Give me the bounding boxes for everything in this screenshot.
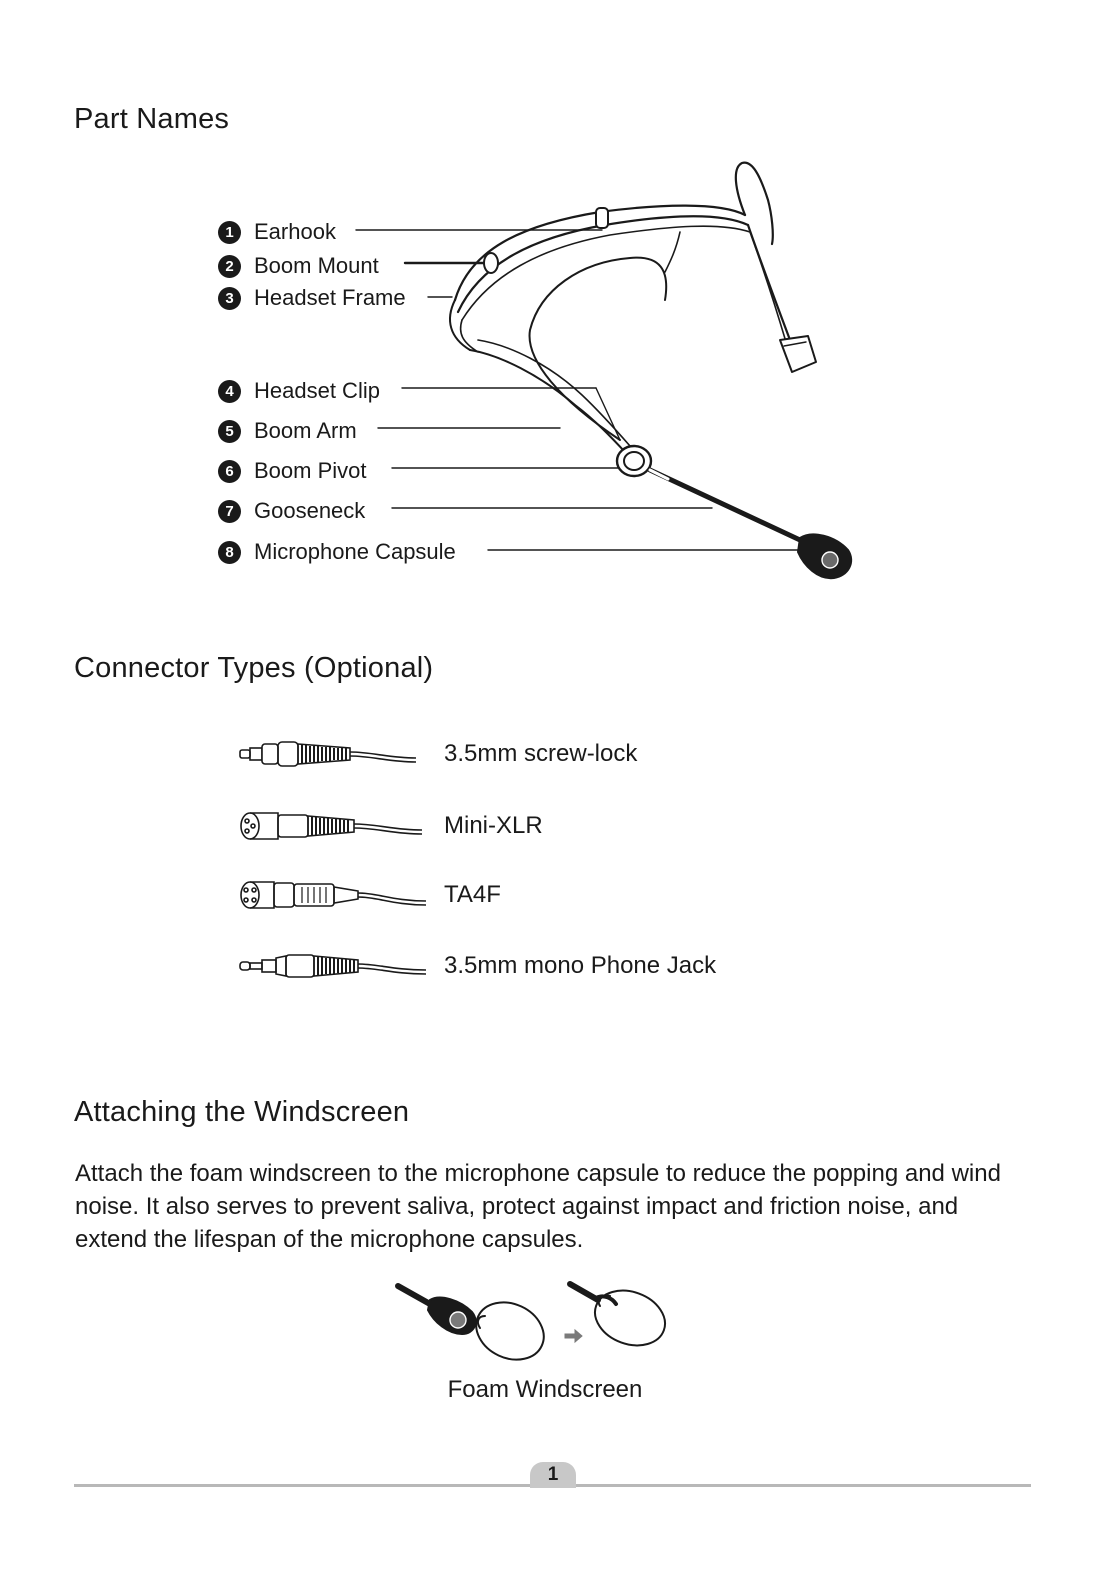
connector-label: 3.5mm screw-lock — [444, 740, 638, 767]
connector-label: 3.5mm mono Phone Jack — [444, 952, 717, 979]
connector-label: Mini-XLR — [444, 812, 543, 839]
part-item-earhook — [218, 218, 336, 246]
windscreen-caption: Foam Windscreen — [447, 1376, 643, 1403]
part-number-badge: 1 — [218, 221, 241, 244]
part-item-boom-pivot — [218, 457, 367, 485]
part-label: Earhook — [254, 219, 336, 244]
part-number-badge: 6 — [218, 460, 241, 483]
part-item-microphone-capsule — [218, 538, 456, 566]
part-number-badge: 5 — [218, 420, 241, 443]
connector-item-mini-xlr — [238, 808, 543, 844]
part-number-badge: 7 — [218, 500, 241, 523]
part-label: Boom Pivot — [254, 458, 367, 483]
connector-types-title: Connector Types (Optional) — [74, 652, 434, 684]
screw-lock-connector-icon — [238, 736, 428, 772]
part-number-badge: 4 — [218, 380, 241, 403]
windscreen-paragraph: Attach the foam windscreen to the microphone capsule to reduce the popping and wind noise. It also serves to prevent saliva, protect against impact and friction noise, and extend the lifespan of the microphone capsules. — [75, 1160, 1001, 1253]
part-item-gooseneck — [218, 497, 365, 525]
page-number: 1 — [530, 1462, 576, 1488]
headset-illustration — [0, 0, 1119, 620]
ta4f-connector-icon — [238, 877, 428, 913]
part-number-badge: 2 — [218, 255, 241, 278]
connector-item-phone-jack — [238, 948, 716, 984]
mini-xlr-connector-icon — [238, 808, 428, 844]
connector-item-screw-lock — [238, 736, 637, 772]
part-label: Headset Clip — [254, 378, 380, 403]
part-label: Microphone Capsule — [254, 539, 456, 564]
connector-item-ta4f — [238, 877, 501, 913]
phone-jack-connector-icon — [238, 948, 428, 984]
part-label: Headset Frame — [254, 285, 406, 310]
part-item-headset-frame — [218, 284, 406, 312]
windscreen-illustration — [390, 1276, 680, 1371]
part-number-badge: 3 — [218, 287, 241, 310]
part-names-title: Part Names — [74, 103, 230, 135]
part-item-boom-mount — [218, 252, 379, 280]
connector-label: TA4F — [444, 881, 501, 908]
part-label: Gooseneck — [254, 498, 366, 523]
part-item-boom-arm — [218, 417, 357, 445]
part-label: Boom Mount — [254, 253, 379, 278]
windscreen-title: Attaching the Windscreen — [74, 1096, 410, 1128]
part-number-badge: 8 — [218, 541, 241, 564]
part-item-headset-clip — [218, 377, 380, 405]
part-label: Boom Arm — [254, 418, 357, 443]
